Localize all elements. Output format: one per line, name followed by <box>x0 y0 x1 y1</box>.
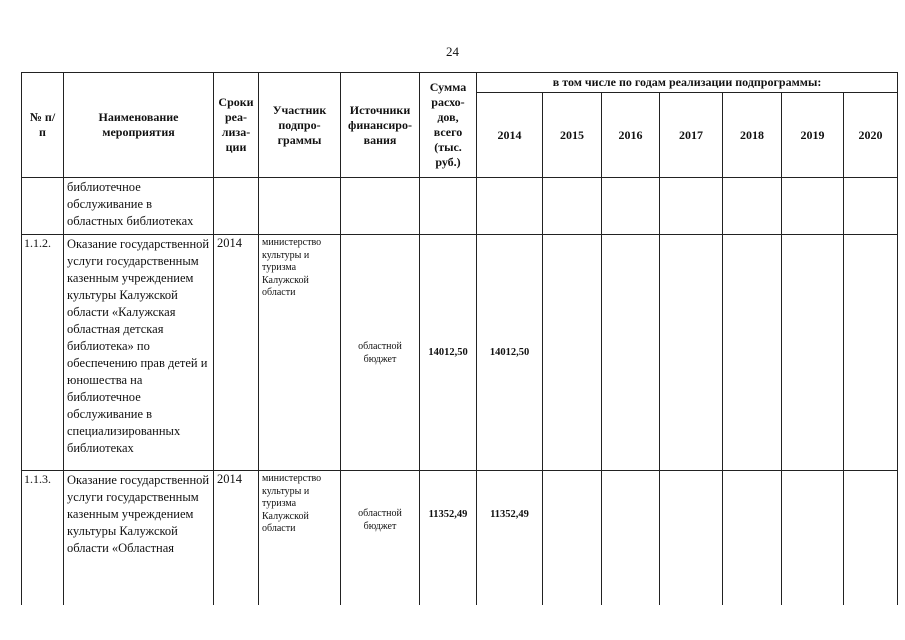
row-2014 <box>477 178 543 235</box>
table-row <box>22 178 898 235</box>
header-num: № п/п <box>22 73 64 178</box>
header-year-2016: 2016 <box>602 93 660 178</box>
row-2019 <box>782 178 844 235</box>
row-2016 <box>602 235 660 471</box>
row-num: 1.1.2. <box>22 235 64 471</box>
row-participant: министерство культуры и туризма Калужской области <box>259 471 341 606</box>
header-year-2017: 2017 <box>660 93 723 178</box>
row-2020 <box>844 235 898 471</box>
header-year-2018: 2018 <box>723 93 782 178</box>
row-2018 <box>723 178 782 235</box>
subprogram-table <box>21 72 898 605</box>
row-period: 2014 <box>214 235 259 471</box>
row-2017 <box>660 471 723 606</box>
table-row <box>22 471 898 606</box>
row-name: библиотечное обслуживание в областных библиотеках <box>64 178 214 235</box>
header-year-2020: 2020 <box>844 93 898 178</box>
header-source: Источники финансиро-вания <box>341 73 420 178</box>
row-2015 <box>543 471 602 606</box>
row-2014: 11352,49 <box>477 471 543 606</box>
header-period: Сроки реа-лиза-ции <box>214 73 259 178</box>
row-source <box>341 178 420 235</box>
row-period: 2014 <box>214 471 259 606</box>
row-2017 <box>660 178 723 235</box>
header-year-2015: 2015 <box>543 93 602 178</box>
row-2018 <box>723 235 782 471</box>
header-sum: Сумма расхо-дов, всего (тыс. руб.) <box>420 73 477 178</box>
page-number: 24 <box>446 44 459 59</box>
header-years-title: в том числе по годам реализации подпрограммы: <box>477 73 898 93</box>
row-2014: 14012,50 <box>477 235 543 471</box>
row-source: областной бюджет <box>341 235 420 471</box>
row-2016 <box>602 471 660 606</box>
header-name: Наименование мероприятия <box>64 73 214 178</box>
row-2017 <box>660 235 723 471</box>
header-year-2014: 2014 <box>477 93 543 178</box>
row-2015 <box>543 235 602 471</box>
row-sum: 14012,50 <box>420 235 477 471</box>
row-2020 <box>844 178 898 235</box>
header-row-top <box>22 73 898 93</box>
row-num <box>22 178 64 235</box>
row-2020 <box>844 471 898 606</box>
row-2019 <box>782 235 844 471</box>
row-num: 1.1.3. <box>22 471 64 606</box>
row-2018 <box>723 471 782 606</box>
row-name: Оказание государственной услуги государственным казенным учреждением культуры Калужской области «Областная <box>64 471 214 606</box>
row-2016 <box>602 178 660 235</box>
header-year-2019: 2019 <box>782 93 844 178</box>
table-row <box>22 235 898 471</box>
row-sum <box>420 178 477 235</box>
row-participant <box>259 178 341 235</box>
row-2019 <box>782 471 844 606</box>
row-sum: 11352,49 <box>420 471 477 606</box>
row-2015 <box>543 178 602 235</box>
row-source: областной бюджет <box>341 471 420 606</box>
row-participant: министерство культуры и туризма Калужской области <box>259 235 341 471</box>
row-name: Оказание государственной услуги государственным казенным учреждением культуры Калужской области «Калужская областная детская библиотека» по обеспечению прав детей и юношества на библиотечное обслуживание в специализированных библиотеках <box>64 235 214 471</box>
row-period <box>214 178 259 235</box>
header-participant: Участник подпро-граммы <box>259 73 341 178</box>
